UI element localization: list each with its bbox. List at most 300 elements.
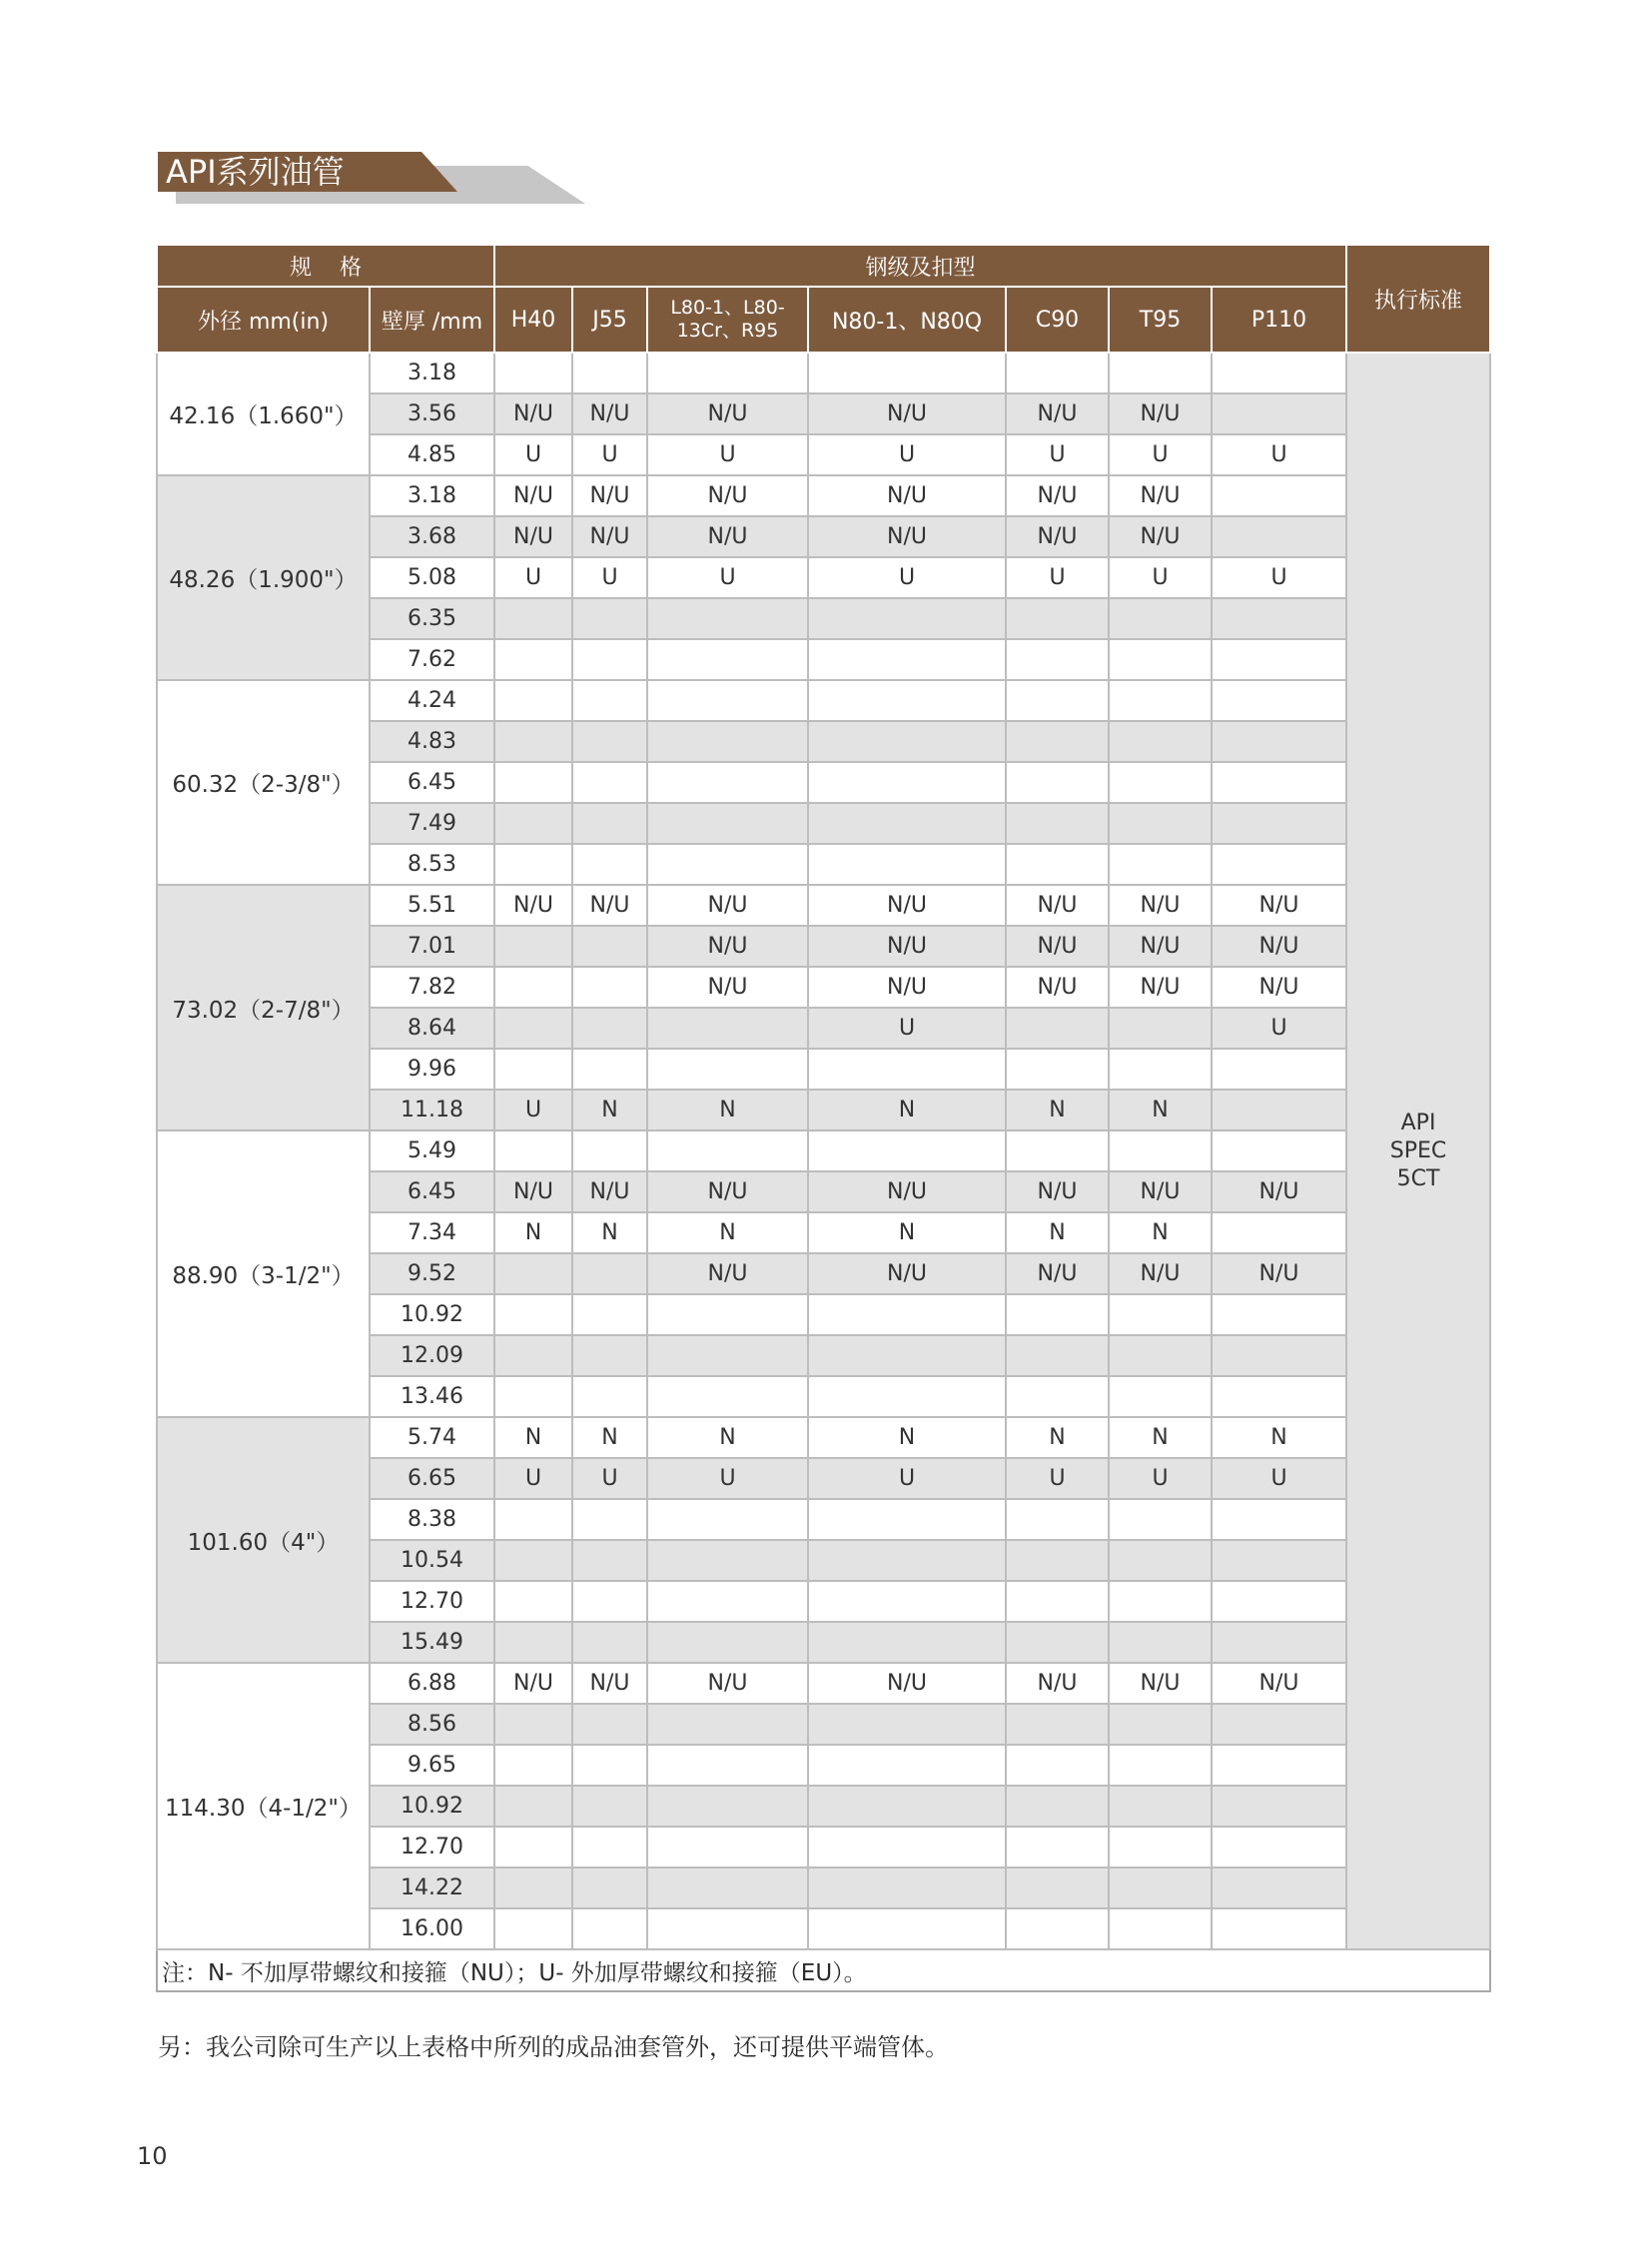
outer-diameter-cell: 88.90（3-1/2"）	[157, 1130, 370, 1417]
grade-cell: N/U	[1212, 1171, 1346, 1212]
grade-cell: N	[647, 1090, 808, 1130]
grade-cell: U	[1006, 434, 1109, 475]
grade-cell	[1006, 1704, 1109, 1745]
grade-cell	[1109, 1130, 1212, 1171]
grade-cell: N/U	[1212, 967, 1346, 1008]
grade-cell: N/U	[647, 475, 808, 516]
wall-thickness-cell: 10.92	[370, 1786, 494, 1827]
grade-cell	[647, 1335, 808, 1376]
grade-cell: N	[1109, 1417, 1212, 1458]
grade-cell	[494, 762, 572, 803]
grade-cell	[808, 1294, 1006, 1335]
grade-cell	[808, 1908, 1006, 1949]
outer-diameter-cell: 60.32（2-3/8"）	[157, 680, 370, 885]
grade-cell: N	[494, 1417, 572, 1458]
grade-cell: N/U	[572, 516, 647, 557]
wall-thickness-cell: 8.38	[370, 1499, 494, 1540]
grade-cell	[1006, 721, 1109, 762]
grade-cell: N	[1006, 1417, 1109, 1458]
grade-cell	[494, 1335, 572, 1376]
grade-cell: N/U	[572, 393, 647, 434]
grade-cell: U	[1006, 1458, 1109, 1499]
grade-cell: U	[1212, 1008, 1346, 1049]
grade-cell	[808, 1499, 1006, 1540]
grade-cell	[572, 1908, 647, 1949]
grade-cell	[1109, 721, 1212, 762]
grade-cell	[808, 1130, 1006, 1171]
grade-cell: N/U	[808, 1253, 1006, 1294]
grade-cell	[494, 967, 572, 1008]
grade-cell	[572, 967, 647, 1008]
grade-cell: N/U	[808, 926, 1006, 967]
grade-cell	[647, 1622, 808, 1663]
wall-thickness-cell: 9.52	[370, 1253, 494, 1294]
wall-thickness-cell: 6.65	[370, 1458, 494, 1499]
grade-cell	[494, 1376, 572, 1417]
wall-thickness-cell: 10.54	[370, 1540, 494, 1581]
grade-cell: N/U	[1212, 1663, 1346, 1704]
grade-cell	[808, 721, 1006, 762]
grade-cell: N/U	[1006, 967, 1109, 1008]
grade-cell: N/U	[1109, 885, 1212, 926]
grade-cell: N/U	[1109, 1663, 1212, 1704]
grade-cell	[572, 1294, 647, 1335]
grade-cell: U	[572, 557, 647, 598]
grade-cell	[1212, 1335, 1346, 1376]
grade-cell	[647, 1008, 808, 1049]
wall-thickness-cell: 5.08	[370, 557, 494, 598]
grade-cell: N/U	[1212, 926, 1346, 967]
footnote: 另：我公司除可生产以上表格中所列的成品油套管外，还可提供平端管体。	[158, 2033, 949, 2061]
table-header	[157, 245, 1490, 353]
grade-cell	[808, 1335, 1006, 1376]
grade-cell	[1212, 1581, 1346, 1622]
grade-cell: U	[1109, 1458, 1212, 1499]
grade-header-n80: N80-1、N80Q	[808, 287, 1006, 353]
wall-thickness-cell: 5.74	[370, 1417, 494, 1458]
grade-cell: N/U	[1006, 1171, 1109, 1212]
grade-cell: U	[1212, 1458, 1346, 1499]
grade-cell	[647, 1049, 808, 1090]
grade-cell	[1212, 1376, 1346, 1417]
grade-cell: U	[572, 1458, 647, 1499]
grade-cell: N/U	[572, 1663, 647, 1704]
grade-cell	[572, 1786, 647, 1827]
table-row	[157, 1663, 1490, 1704]
grade-cell	[1212, 762, 1346, 803]
grade-cell	[808, 598, 1006, 639]
page-number: 10	[137, 2142, 168, 2170]
grade-cell	[1109, 1581, 1212, 1622]
grade-cell	[494, 844, 572, 885]
grade-cell: N/U	[1006, 926, 1109, 967]
wall-thickness-cell: 4.83	[370, 721, 494, 762]
grade-cell: N	[808, 1212, 1006, 1253]
wall-thickness-cell: 5.51	[370, 885, 494, 926]
grade-cell	[647, 1581, 808, 1622]
grade-cell	[572, 1499, 647, 1540]
grade-cell: U	[647, 434, 808, 475]
grade-cell	[1109, 844, 1212, 885]
grade-cell: N/U	[1006, 885, 1109, 926]
grade-cell	[572, 1622, 647, 1663]
grade-cell	[1006, 844, 1109, 885]
grade-cell	[1109, 1540, 1212, 1581]
grade-cell: N/U	[494, 885, 572, 926]
grade-cell	[1006, 1130, 1109, 1171]
grade-cell: U	[572, 434, 647, 475]
outer-diameter-cell: 114.30（4-1/2"）	[157, 1663, 370, 1949]
grade-cell	[647, 639, 808, 680]
grade-cell: U	[1212, 434, 1346, 475]
grade-cell	[494, 1868, 572, 1908]
grade-cell	[647, 1908, 808, 1949]
grade-cell	[808, 1786, 1006, 1827]
grade-cell: N/U	[1109, 1253, 1212, 1294]
wall-thickness-cell: 7.01	[370, 926, 494, 967]
grade-cell: N	[494, 1212, 572, 1253]
outer-diameter-cell: 42.16（1.660"）	[157, 353, 370, 475]
grade-cell: N/U	[808, 1663, 1006, 1704]
grade-cell: U	[647, 557, 808, 598]
grade-cell: N/U	[647, 516, 808, 557]
grade-cell: U	[1109, 434, 1212, 475]
grade-cell	[1006, 1008, 1109, 1049]
grade-cell	[1109, 680, 1212, 721]
grade-cell	[647, 598, 808, 639]
grade-cell: U	[1006, 557, 1109, 598]
wall-thickness-cell: 5.49	[370, 1130, 494, 1171]
grade-cell	[1109, 762, 1212, 803]
grade-cell: N	[647, 1417, 808, 1458]
grade-cell	[808, 1745, 1006, 1786]
grade-cell	[647, 1786, 808, 1827]
grade-cell	[1212, 1049, 1346, 1090]
wall-thickness-cell: 6.45	[370, 1171, 494, 1212]
grade-cell	[494, 803, 572, 844]
grade-cell: N/U	[647, 393, 808, 434]
spec-group-header: 规 格	[157, 245, 494, 287]
grade-cell: N/U	[1006, 475, 1109, 516]
grade-cell	[1212, 639, 1346, 680]
grade-cell: N/U	[1006, 1663, 1109, 1704]
grade-cell	[572, 1704, 647, 1745]
grade-cell	[572, 1581, 647, 1622]
grade-cell	[1006, 803, 1109, 844]
wall-thickness-cell: 8.56	[370, 1704, 494, 1745]
grade-cell: N/U	[808, 393, 1006, 434]
grade-cell: N/U	[494, 393, 572, 434]
grade-cell	[1109, 1704, 1212, 1745]
grade-group-header: 钢级及扣型	[494, 245, 1346, 287]
grade-cell	[1212, 1786, 1346, 1827]
grade-cell	[1212, 1499, 1346, 1540]
table-row	[157, 885, 1490, 926]
wall-thickness-cell: 6.88	[370, 1663, 494, 1704]
grade-cell	[494, 1049, 572, 1090]
grade-cell	[647, 680, 808, 721]
grade-cell	[1109, 1786, 1212, 1827]
grade-cell	[808, 1540, 1006, 1581]
grade-cell	[647, 1294, 808, 1335]
grade-cell	[1109, 1745, 1212, 1786]
grade-cell	[572, 1868, 647, 1908]
grade-cell: N/U	[1212, 885, 1346, 926]
grade-cell	[1006, 1745, 1109, 1786]
tubing-spec-table	[156, 244, 1491, 1992]
grade-cell	[1212, 516, 1346, 557]
wall-thickness-cell: 12.70	[370, 1581, 494, 1622]
grade-cell	[1006, 639, 1109, 680]
grade-cell	[494, 1581, 572, 1622]
grade-header-c90: C90	[1006, 287, 1109, 353]
wall-thickness-cell: 13.46	[370, 1376, 494, 1417]
grade-cell	[1212, 1622, 1346, 1663]
grade-cell	[494, 353, 572, 393]
grade-cell	[1212, 1704, 1346, 1745]
grade-cell	[647, 353, 808, 393]
grade-cell	[1006, 1049, 1109, 1090]
grade-cell	[494, 721, 572, 762]
grade-cell: N	[808, 1090, 1006, 1130]
grade-cell	[808, 1581, 1006, 1622]
grade-cell	[494, 639, 572, 680]
grade-cell	[808, 1376, 1006, 1417]
grade-cell	[647, 1704, 808, 1745]
grade-cell	[572, 926, 647, 967]
grade-cell	[1212, 1212, 1346, 1253]
grade-cell	[647, 762, 808, 803]
grade-cell	[572, 762, 647, 803]
wall-thickness-cell: 6.45	[370, 762, 494, 803]
grade-cell	[1212, 475, 1346, 516]
standard-header: 执行标准	[1346, 245, 1490, 353]
grade-cell: U	[1212, 557, 1346, 598]
grade-cell: N/U	[494, 475, 572, 516]
grade-cell	[1006, 1335, 1109, 1376]
grade-cell	[808, 1868, 1006, 1908]
grade-cell	[808, 1622, 1006, 1663]
grade-cell	[494, 598, 572, 639]
grade-cell: U	[494, 434, 572, 475]
wall-thickness-cell: 3.18	[370, 353, 494, 393]
grade-cell	[1109, 1008, 1212, 1049]
wall-thickness-cell: 9.65	[370, 1745, 494, 1786]
wall-thickness-cell: 3.56	[370, 393, 494, 434]
grade-cell	[1006, 1622, 1109, 1663]
grade-cell	[1006, 598, 1109, 639]
grade-cell	[572, 1540, 647, 1581]
grade-cell	[808, 1704, 1006, 1745]
grade-cell: N/U	[1109, 1171, 1212, 1212]
grade-cell	[572, 844, 647, 885]
grade-cell: N	[572, 1090, 647, 1130]
grade-cell: N/U	[1109, 475, 1212, 516]
grade-cell: U	[647, 1458, 808, 1499]
grade-cell	[647, 1540, 808, 1581]
grade-cell: N	[808, 1417, 1006, 1458]
grade-cell	[1109, 639, 1212, 680]
grade-cell: N/U	[647, 1253, 808, 1294]
grade-cell	[647, 1827, 808, 1868]
grade-cell	[647, 1868, 808, 1908]
grade-cell	[1212, 1827, 1346, 1868]
grade-cell	[1109, 1499, 1212, 1540]
grade-cell: N/U	[1006, 1253, 1109, 1294]
grade-cell	[572, 1130, 647, 1171]
grade-cell: N/U	[647, 926, 808, 967]
wall-thickness-cell: 6.35	[370, 598, 494, 639]
grade-cell	[1109, 1294, 1212, 1335]
wall-thickness-cell: 15.49	[370, 1622, 494, 1663]
grade-cell	[1212, 393, 1346, 434]
table-row	[157, 353, 1490, 393]
grade-cell: U	[1109, 557, 1212, 598]
grade-cell: U	[494, 557, 572, 598]
grade-cell: U	[808, 1458, 1006, 1499]
wall-thickness-cell: 7.62	[370, 639, 494, 680]
grade-cell	[1109, 1868, 1212, 1908]
grade-cell: N	[572, 1212, 647, 1253]
grade-cell	[572, 1376, 647, 1417]
grade-cell: N/U	[572, 1171, 647, 1212]
grade-cell: N/U	[808, 516, 1006, 557]
grade-cell	[1212, 1908, 1346, 1949]
grade-cell: N	[1109, 1212, 1212, 1253]
grade-cell: N/U	[647, 885, 808, 926]
grade-cell	[494, 1294, 572, 1335]
grade-cell: N/U	[1109, 393, 1212, 434]
grade-cell	[1006, 1786, 1109, 1827]
grade-cell	[1212, 1294, 1346, 1335]
outer-diameter-cell: 48.26（1.900"）	[157, 475, 370, 680]
grade-cell: N	[572, 1417, 647, 1458]
grade-cell: N/U	[1006, 516, 1109, 557]
grade-cell	[1212, 1540, 1346, 1581]
grade-cell	[1212, 1090, 1346, 1130]
grade-cell: N/U	[808, 967, 1006, 1008]
grade-cell	[1109, 1827, 1212, 1868]
od-header: 外径 mm(in)	[157, 287, 370, 353]
grade-cell	[647, 1376, 808, 1417]
section-title-banner	[158, 152, 587, 204]
grade-cell: U	[808, 1008, 1006, 1049]
grade-cell	[572, 1008, 647, 1049]
grade-cell	[1006, 1540, 1109, 1581]
grade-cell	[1212, 1745, 1346, 1786]
grade-cell	[1212, 1868, 1346, 1908]
wall-thickness-cell: 7.49	[370, 803, 494, 844]
grade-cell: U	[808, 434, 1006, 475]
grade-cell	[647, 1499, 808, 1540]
wall-header: 壁厚 /mm	[370, 287, 494, 353]
grade-cell	[647, 844, 808, 885]
wall-thickness-cell: 9.96	[370, 1049, 494, 1090]
grade-cell	[647, 803, 808, 844]
wall-thickness-cell: 3.18	[370, 475, 494, 516]
grade-cell	[1006, 762, 1109, 803]
wall-thickness-cell: 11.18	[370, 1090, 494, 1130]
grade-cell: U	[494, 1090, 572, 1130]
grade-cell	[1212, 721, 1346, 762]
grade-cell	[647, 1130, 808, 1171]
grade-cell: N/U	[647, 967, 808, 1008]
grade-cell	[808, 803, 1006, 844]
grade-cell: N/U	[808, 1171, 1006, 1212]
grade-cell	[1006, 353, 1109, 393]
grade-cell	[1109, 353, 1212, 393]
grade-cell	[1109, 1376, 1212, 1417]
grade-cell	[494, 926, 572, 967]
grade-cell: N/U	[647, 1171, 808, 1212]
grade-cell	[494, 1786, 572, 1827]
grade-cell: U	[494, 1458, 572, 1499]
grade-cell	[1109, 803, 1212, 844]
grade-cell	[808, 639, 1006, 680]
grade-cell: N	[1109, 1090, 1212, 1130]
table-row	[157, 1130, 1490, 1171]
grade-cell	[572, 803, 647, 844]
grade-cell	[572, 639, 647, 680]
grade-cell	[1212, 353, 1346, 393]
wall-thickness-cell: 12.09	[370, 1335, 494, 1376]
grade-cell: N/U	[1109, 926, 1212, 967]
grade-cell: N/U	[572, 475, 647, 516]
outer-diameter-cell: 101.60（4"）	[157, 1417, 370, 1663]
grade-cell	[1006, 1581, 1109, 1622]
grade-cell	[808, 353, 1006, 393]
wall-thickness-cell: 10.92	[370, 1294, 494, 1335]
grade-cell	[494, 1622, 572, 1663]
grade-cell	[494, 680, 572, 721]
grade-cell: N	[647, 1212, 808, 1253]
grade-cell	[1006, 1908, 1109, 1949]
grade-cell	[572, 721, 647, 762]
wall-thickness-cell: 12.70	[370, 1827, 494, 1868]
grade-cell: N/U	[808, 885, 1006, 926]
grade-cell: N/U	[1109, 967, 1212, 1008]
table-row	[157, 1417, 1490, 1458]
table-row	[157, 475, 1490, 516]
page-title: API系列油管	[166, 153, 345, 191]
grade-cell	[1212, 803, 1346, 844]
grade-cell	[572, 680, 647, 721]
grade-cell	[494, 1745, 572, 1786]
grade-cell	[572, 1745, 647, 1786]
grade-cell	[1006, 680, 1109, 721]
wall-thickness-cell: 4.24	[370, 680, 494, 721]
grade-cell	[494, 1130, 572, 1171]
wall-thickness-cell: 7.34	[370, 1212, 494, 1253]
grade-cell	[494, 1908, 572, 1949]
grade-cell	[494, 1540, 572, 1581]
grade-cell	[494, 1499, 572, 1540]
wall-thickness-cell: 7.82	[370, 967, 494, 1008]
wall-thickness-cell: 4.85	[370, 434, 494, 475]
grade-cell: U	[808, 557, 1006, 598]
grade-cell	[1212, 1130, 1346, 1171]
grade-cell	[494, 1253, 572, 1294]
grade-cell	[494, 1704, 572, 1745]
grade-cell	[1006, 1827, 1109, 1868]
grade-cell: N	[1212, 1417, 1346, 1458]
grade-cell: N	[1006, 1212, 1109, 1253]
grade-cell	[572, 353, 647, 393]
wall-thickness-cell: 14.22	[370, 1868, 494, 1908]
grade-cell: N/U	[808, 475, 1006, 516]
grade-header-p110: P110	[1212, 287, 1346, 353]
grade-cell	[1109, 1049, 1212, 1090]
